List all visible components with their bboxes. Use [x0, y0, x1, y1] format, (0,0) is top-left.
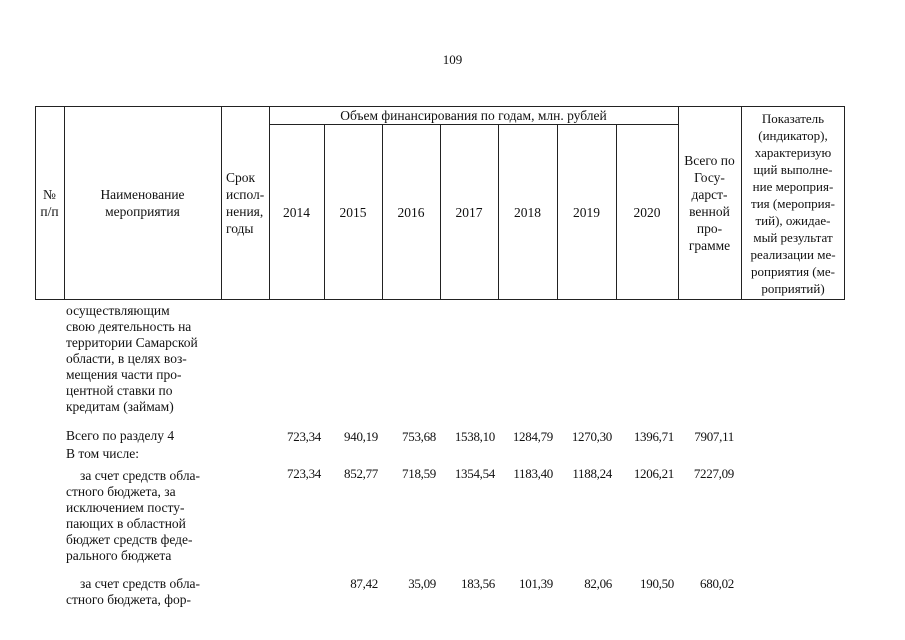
header-financing-group: Объем финансирования по годам, млн. рублей: [340, 107, 607, 123]
value-2016: 753,68: [402, 429, 436, 444]
row-name-line: мещения части про-: [66, 367, 182, 382]
value-total: 7907,11: [694, 429, 734, 444]
row-name-line: В том числе:: [66, 446, 139, 461]
row-name-line: пающих в областной: [66, 516, 186, 531]
value-2014: 723,34: [287, 429, 321, 444]
row-name: [66, 428, 221, 444]
row-name: [66, 303, 221, 415]
header-year-2019: 2019: [573, 204, 600, 220]
row-name: [66, 468, 221, 564]
value-2017: 183,56: [461, 576, 495, 591]
header-year-2015: 2015: [339, 204, 367, 220]
value-2019: 1270,30: [571, 429, 612, 444]
value-2018: 1284,79: [512, 429, 553, 444]
value-2020: 190,50: [640, 576, 674, 591]
header-indicator: Показатель (индикатор), характеризую щий выполне- ние мероприя- тия (мероприя- тий), ожидае- мый результат реализации ме- роприятия (ме- роприятий): [750, 110, 836, 296]
value-2019: 1188,24: [572, 466, 612, 481]
value-2018: 1183,40: [513, 466, 553, 481]
header-num: № п/п: [40, 187, 59, 219]
value-2015: 852,77: [344, 466, 378, 481]
row-name-line: области, в целях воз-: [66, 351, 187, 366]
header-year-2020: 2020: [633, 204, 661, 220]
header-term: Срок испол- нения, годы: [226, 170, 265, 236]
page-number: 109: [442, 52, 463, 67]
value-2015: 940,19: [344, 429, 378, 444]
value-2018: 101,39: [519, 576, 553, 591]
header-name: Наименование мероприятия: [100, 187, 185, 219]
value-2020: 1206,21: [633, 466, 674, 481]
row-name-line: стного бюджета, фор-: [66, 592, 192, 607]
header-total: Всего по Госу- дарст- венной про- грамме: [684, 153, 735, 253]
value-2016: 718,59: [402, 466, 436, 481]
row-name-line: осуществляющим: [66, 303, 170, 318]
value-total: 7227,09: [693, 466, 734, 481]
row-name-line: Всего по разделу 4: [66, 428, 175, 443]
row-name-line: свою деятельность на: [66, 319, 192, 334]
header-year-2017: 2017: [455, 204, 483, 220]
row-name-line: центной ставки по: [66, 383, 173, 398]
row-name-line: рального бюджета: [66, 548, 172, 563]
row-name-line: стного бюджета, за: [66, 484, 176, 499]
value-2014: 723,34: [287, 466, 321, 481]
value-2017: 1354,54: [454, 466, 495, 481]
header-year-2016: 2016: [397, 204, 425, 220]
value-2015: 87,42: [350, 576, 378, 591]
header-year-2018: 2018: [514, 204, 541, 220]
value-2017: 1538,10: [454, 429, 495, 444]
header-year-2014: 2014: [283, 204, 310, 220]
row-name: [66, 576, 221, 608]
value-2016: 35,09: [408, 576, 436, 591]
value-2019: 82,06: [584, 576, 612, 591]
row-name-line: исключением посту-: [66, 500, 185, 515]
row-name-line: за счет средств обла-: [80, 468, 201, 483]
value-2020: 1396,71: [633, 429, 674, 444]
row-name-line: территории Самарской: [66, 335, 198, 350]
row-name-line: за счет средств обла-: [80, 576, 201, 591]
row-name: [66, 446, 221, 462]
row-name-line: кредитам (займам): [66, 399, 174, 414]
row-name-line: бюджет средств феде-: [66, 532, 193, 547]
value-total: 680,02: [700, 576, 734, 591]
